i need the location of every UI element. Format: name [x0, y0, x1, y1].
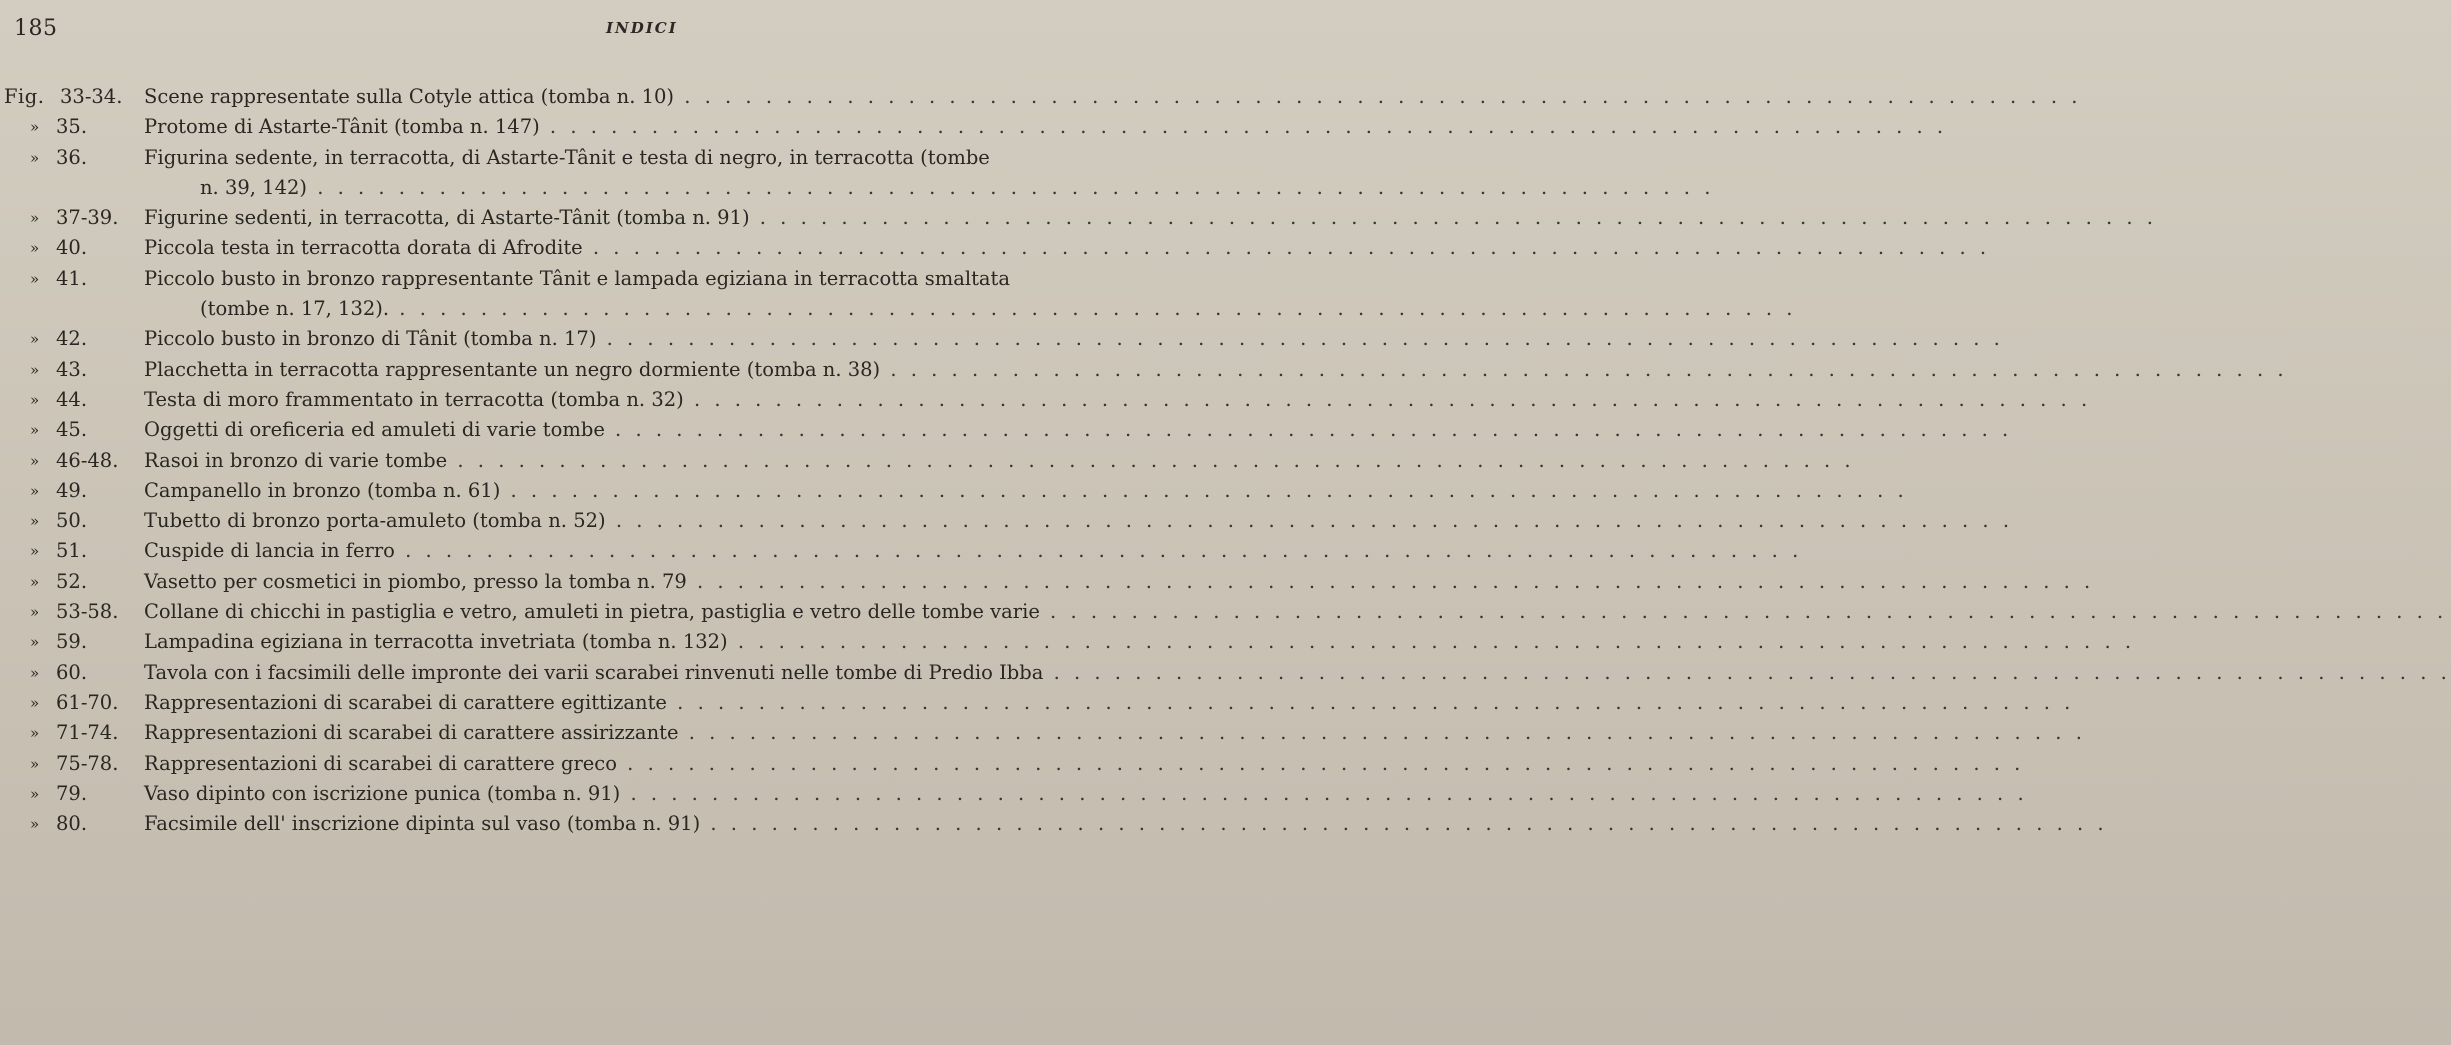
ditto-mark: » [30, 481, 40, 500]
figure-description [144, 718, 2086, 748]
index-entry [0, 476, 1908, 506]
index-entry [0, 536, 1803, 566]
description-continuation [144, 173, 1715, 203]
description-text: Piccolo busto in bronzo rappresentante Tânit e lampada egiziana in terracotta smaltata [144, 266, 1010, 290]
ditto-mark: » [30, 542, 40, 561]
figure-description [144, 567, 2095, 597]
dot-leader: . . . . . . . . . . . . . . . . . . . . . . . . . . . . . . . . . . . . . . . . . . . . . . . . . . . . . . . . . . . . . . . . . . . . . [539, 115, 1948, 139]
figure-description [144, 688, 2075, 718]
dot-leader: . . . . . . . . . . . . . . . . . . . . . . . . . . . . . . . . . . . . . . . . . . . . . . . . . . . . . . . . . . . . . . . . . . . . . [686, 569, 2095, 593]
figure-description [144, 112, 1948, 142]
dot-leader: . . . . . . . . . . . . . . . . . . . . . . . . . . . . . . . . . . . . . . . . . . . . . . . . . . . . . . . . . . . . . . . . . . . . . [307, 175, 1715, 199]
dot-leader: . . . . . . . . . . . . . . . . . . . . . . . . . . . . . . . . . . . . . . . . . . . . . . . . . . . . . . . . . . . . . . . . . . . . . [666, 690, 2075, 714]
description-text: Testa di moro frammentato in terracotta (tomba n. 32) [144, 387, 684, 411]
description-text: Piccola testa in terracotta dorata di Afrodite [144, 236, 583, 260]
description-text: Lampadina egiziana in terracotta invetriata (tomba n. 132) [144, 630, 728, 654]
ditto-mark: » [30, 360, 40, 379]
figure-number: 50. [56, 509, 88, 533]
figure-description [144, 809, 2108, 839]
figure-number: 42. [56, 327, 88, 351]
index-entry [0, 597, 2448, 627]
index-entry [0, 82, 2082, 112]
page-header [14, 16, 1114, 46]
dot-leader: . . . . . . . . . . . . . . . . . . . . . . . . . . . . . . . . . . . . . . . . . . . . . . . . . . . . . . . . . . . . . . . . . . . . . [700, 812, 2108, 836]
figure-number: 51. [56, 539, 88, 563]
dot-leader: . . . . . . . . . . . . . . . . . . . . . . . . . . . . . . . . . . . . . . . . . . . . . . . . . . . . . . . . . . . . . . . . . . . . . [604, 418, 2013, 442]
description-text: Scene rappresentate sulla Cotyle attica (tomba n. 10) [144, 85, 675, 108]
index-entry [0, 506, 2014, 536]
index-entry [0, 143, 1715, 204]
figure-description [144, 143, 1715, 204]
figure-description [144, 627, 2136, 657]
figure-description [144, 415, 2013, 445]
ditto-mark: » [30, 663, 40, 682]
index-entry [0, 264, 1797, 325]
index-entry [0, 355, 2288, 385]
figure-number: 44. [56, 387, 88, 411]
description-text: Vasetto per cosmetici in piombo, presso la tomba n. 79 [144, 569, 687, 593]
figure-number: 52. [56, 569, 88, 593]
dot-leader: . . . . . . . . . . . . . . . . . . . . . . . . . . . . . . . . . . . . . . . . . . . . . . . . . . . . . . . . . . . . . . . . . . . . . [1043, 660, 2451, 684]
ditto-mark: » [30, 815, 40, 834]
ditto-mark: » [30, 572, 40, 591]
figure-number: 40. [56, 236, 88, 260]
ditto-mark: » [30, 512, 40, 531]
figure-description [144, 536, 1803, 566]
figure-number: 53-58. [56, 600, 119, 624]
description-text: Rappresentazioni di scarabei di carattere assirizzante [144, 721, 679, 745]
description-text: Collane di chicchi in pastiglia e vetro, amuleti in pietra, pastiglia e vetro delle tombe varie [144, 600, 1040, 624]
figure-description [144, 264, 1797, 325]
figure-description [144, 658, 2451, 688]
description-text: Figurina sedente, in terracotta, di Astarte-Tânit e testa di negro, in terracotta (tombe [144, 145, 990, 169]
description-text: Rappresentazioni di scarabei di carattere egittizante [144, 690, 667, 714]
description-text: Cuspide di lancia in ferro [144, 539, 395, 563]
ditto-mark: » [30, 209, 40, 228]
index-entry [0, 415, 2013, 445]
index-entry [0, 203, 2157, 233]
dot-leader: . . . . . . . . . . . . . . . . . . . . . . . . . . . . . . . . . . . . . . . . . . . . . . . . . . . . . . . . . . . . . . . . . . . . . [596, 327, 2004, 351]
dot-leader: . . . . . . . . . . . . . . . . . . . . . . . . . . . . . . . . . . . . . . . . . . . . . . . . . . . . . . . . . . . . . . . . . . . . . [582, 236, 1991, 260]
dot-leader: . . . . . . . . . . . . . . . . . . . . . . . . . . . . . . . . . . . . . . . . . . . . . . . . . . . . . . . . . . . . . . . . . . . . . [1039, 600, 2448, 624]
figure-number: 60. [56, 660, 88, 684]
figure-description [144, 446, 1855, 476]
index-entry [0, 688, 2075, 718]
figure-number: 36. [56, 145, 88, 169]
ditto-mark: » [30, 693, 40, 712]
description-text: Rappresentazioni di scarabei di carattere greco [144, 751, 617, 775]
description-text: Tubetto di bronzo porta-amuleto (tomba n. 52) [144, 509, 606, 533]
continuation-text: (tombe n. 17, 132). [200, 297, 390, 321]
dot-leader: . . . . . . . . . . . . . . . . . . . . . . . . . . . . . . . . . . . . . . . . . . . . . . . . . . . . . . . . . . . . . . . . . . . . . [749, 206, 2157, 230]
figure-description [144, 506, 2014, 536]
description-text: Campanello in bronzo (tomba n. 61) [144, 478, 501, 502]
index-entry [0, 749, 2025, 779]
description-text: Vaso dipinto con iscrizione punica (tomba n. 91) [144, 781, 621, 805]
description-text: Rasoi in bronzo di varie tombe [144, 448, 448, 472]
dot-leader: . . . . . . . . . . . . . . . . . . . . . . . . . . . . . . . . . . . . . . . . . . . . . . . . . . . . . . . . . . . . . . . . . . . . . [447, 448, 1855, 472]
index-entry [0, 627, 2136, 657]
index-entry [0, 567, 2095, 597]
figure-number: 61-70. [56, 690, 119, 714]
figure-description [144, 476, 1908, 506]
ditto-mark: » [30, 390, 40, 409]
ditto-mark: » [30, 724, 40, 743]
figure-description [144, 355, 2288, 385]
figure-description [144, 385, 2092, 415]
figure-index-list [0, 82, 2451, 839]
index-entry [0, 718, 2086, 748]
fig-label: Fig. [4, 85, 45, 108]
description-text: Protome di Astarte-Tânit (tomba n. 147) [144, 115, 540, 139]
dot-leader: . . . . . . . . . . . . . . . . . . . . . . . . . . . . . . . . . . . . . . . . . . . . . . . . . . . . . . . . . . . . . . . . . . . . . [674, 85, 2082, 108]
figure-number: 33-34. [60, 85, 123, 108]
figure-description [144, 779, 2028, 809]
ditto-mark: » [30, 118, 40, 137]
description-text: Oggetti di oreficeria ed amuleti di varie tombe [144, 418, 605, 442]
index-entry [0, 446, 1855, 476]
figure-description [144, 82, 2082, 112]
figure-description [144, 324, 2004, 354]
dot-leader: . . . . . . . . . . . . . . . . . . . . . . . . . . . . . . . . . . . . . . . . . . . . . . . . . . . . . . . . . . . . . . . . . . . . . [727, 630, 2136, 654]
page-number: 185 [14, 16, 58, 41]
dot-leader: . . . . . . . . . . . . . . . . . . . . . . . . . . . . . . . . . . . . . . . . . . . . . . . . . . . . . . . . . . . . . . . . . . . . . [880, 357, 2288, 381]
ditto-mark: » [30, 330, 40, 349]
index-entry [0, 809, 2108, 839]
figure-description [144, 749, 2025, 779]
dot-leader: . . . . . . . . . . . . . . . . . . . . . . . . . . . . . . . . . . . . . . . . . . . . . . . . . . . . . . . . . . . . . . . . . . . . . [394, 539, 1803, 563]
ditto-mark: » [30, 148, 40, 167]
ditto-mark: » [30, 421, 40, 440]
index-entry [0, 324, 2004, 354]
figure-number: 41. [56, 266, 88, 290]
index-entry [0, 112, 1948, 142]
dot-leader: . . . . . . . . . . . . . . . . . . . . . . . . . . . . . . . . . . . . . . . . . . . . . . . . . . . . . . . . . . . . . . . . . . . . . [678, 721, 2086, 745]
figure-number: 45. [56, 418, 88, 442]
description-text: Piccolo busto in bronzo di Tânit (tomba n. 17) [144, 327, 597, 351]
figure-number: 35. [56, 115, 88, 139]
dot-leader: . . . . . . . . . . . . . . . . . . . . . . . . . . . . . . . . . . . . . . . . . . . . . . . . . . . . . . . . . . . . . . . . . . . . . [500, 478, 1908, 502]
index-entry [0, 658, 2451, 688]
dot-leader: . . . . . . . . . . . . . . . . . . . . . . . . . . . . . . . . . . . . . . . . . . . . . . . . . . . . . . . . . . . . . . . . . . . . . [683, 387, 2092, 411]
description-text: Placchetta in terracotta rappresentante un negro dormiente (tomba n. 38) [144, 357, 881, 381]
figure-number: 46-48. [56, 448, 119, 472]
figure-number: 80. [56, 812, 88, 836]
ditto-mark: » [30, 633, 40, 652]
ditto-mark: » [30, 451, 40, 470]
description-text: Tavola con i facsimili delle impronte dei varii scarabei rinvenuti nelle tombe di Predio Ibba [144, 660, 1044, 684]
description-text: Facsimile dell' inscrizione dipinta sul vaso (tomba n. 91) [144, 812, 701, 836]
figure-number: 37-39. [56, 206, 119, 230]
figure-number: 75-78. [56, 751, 119, 775]
description-continuation [144, 294, 1797, 324]
figure-number: 49. [56, 478, 88, 502]
ditto-mark: » [30, 603, 40, 622]
figure-number: 79. [56, 781, 88, 805]
figure-description [144, 233, 1991, 263]
figure-number: 43. [56, 357, 88, 381]
dot-leader: . . . . . . . . . . . . . . . . . . . . . . . . . . . . . . . . . . . . . . . . . . . . . . . . . . . . . . . . . . . . . . . . . . . . . [620, 781, 2028, 805]
ditto-mark: » [30, 754, 40, 773]
ditto-mark: » [30, 784, 40, 803]
description-text: Figurine sedenti, in terracotta, di Astarte-Tânit (tomba n. 91) [144, 206, 750, 230]
running-title: INDICI [606, 19, 678, 37]
index-entry [0, 233, 1991, 263]
dot-leader: . . . . . . . . . . . . . . . . . . . . . . . . . . . . . . . . . . . . . . . . . . . . . . . . . . . . . . . . . . . . . . . . . . . . . [389, 297, 1797, 321]
index-entry [0, 779, 2028, 809]
dot-leader: . . . . . . . . . . . . . . . . . . . . . . . . . . . . . . . . . . . . . . . . . . . . . . . . . . . . . . . . . . . . . . . . . . . . . [605, 509, 2014, 533]
figure-number: 71-74. [56, 721, 119, 745]
ditto-mark: » [30, 269, 40, 288]
figure-description [144, 203, 2157, 233]
figure-description [144, 597, 2448, 627]
figure-number: 59. [56, 630, 88, 654]
continuation-text: n. 39, 142) [200, 175, 307, 199]
dot-leader: . . . . . . . . . . . . . . . . . . . . . . . . . . . . . . . . . . . . . . . . . . . . . . . . . . . . . . . . . . . . . . . . . . . . . [616, 751, 2025, 775]
ditto-mark: » [30, 239, 40, 258]
index-entry [0, 385, 2092, 415]
